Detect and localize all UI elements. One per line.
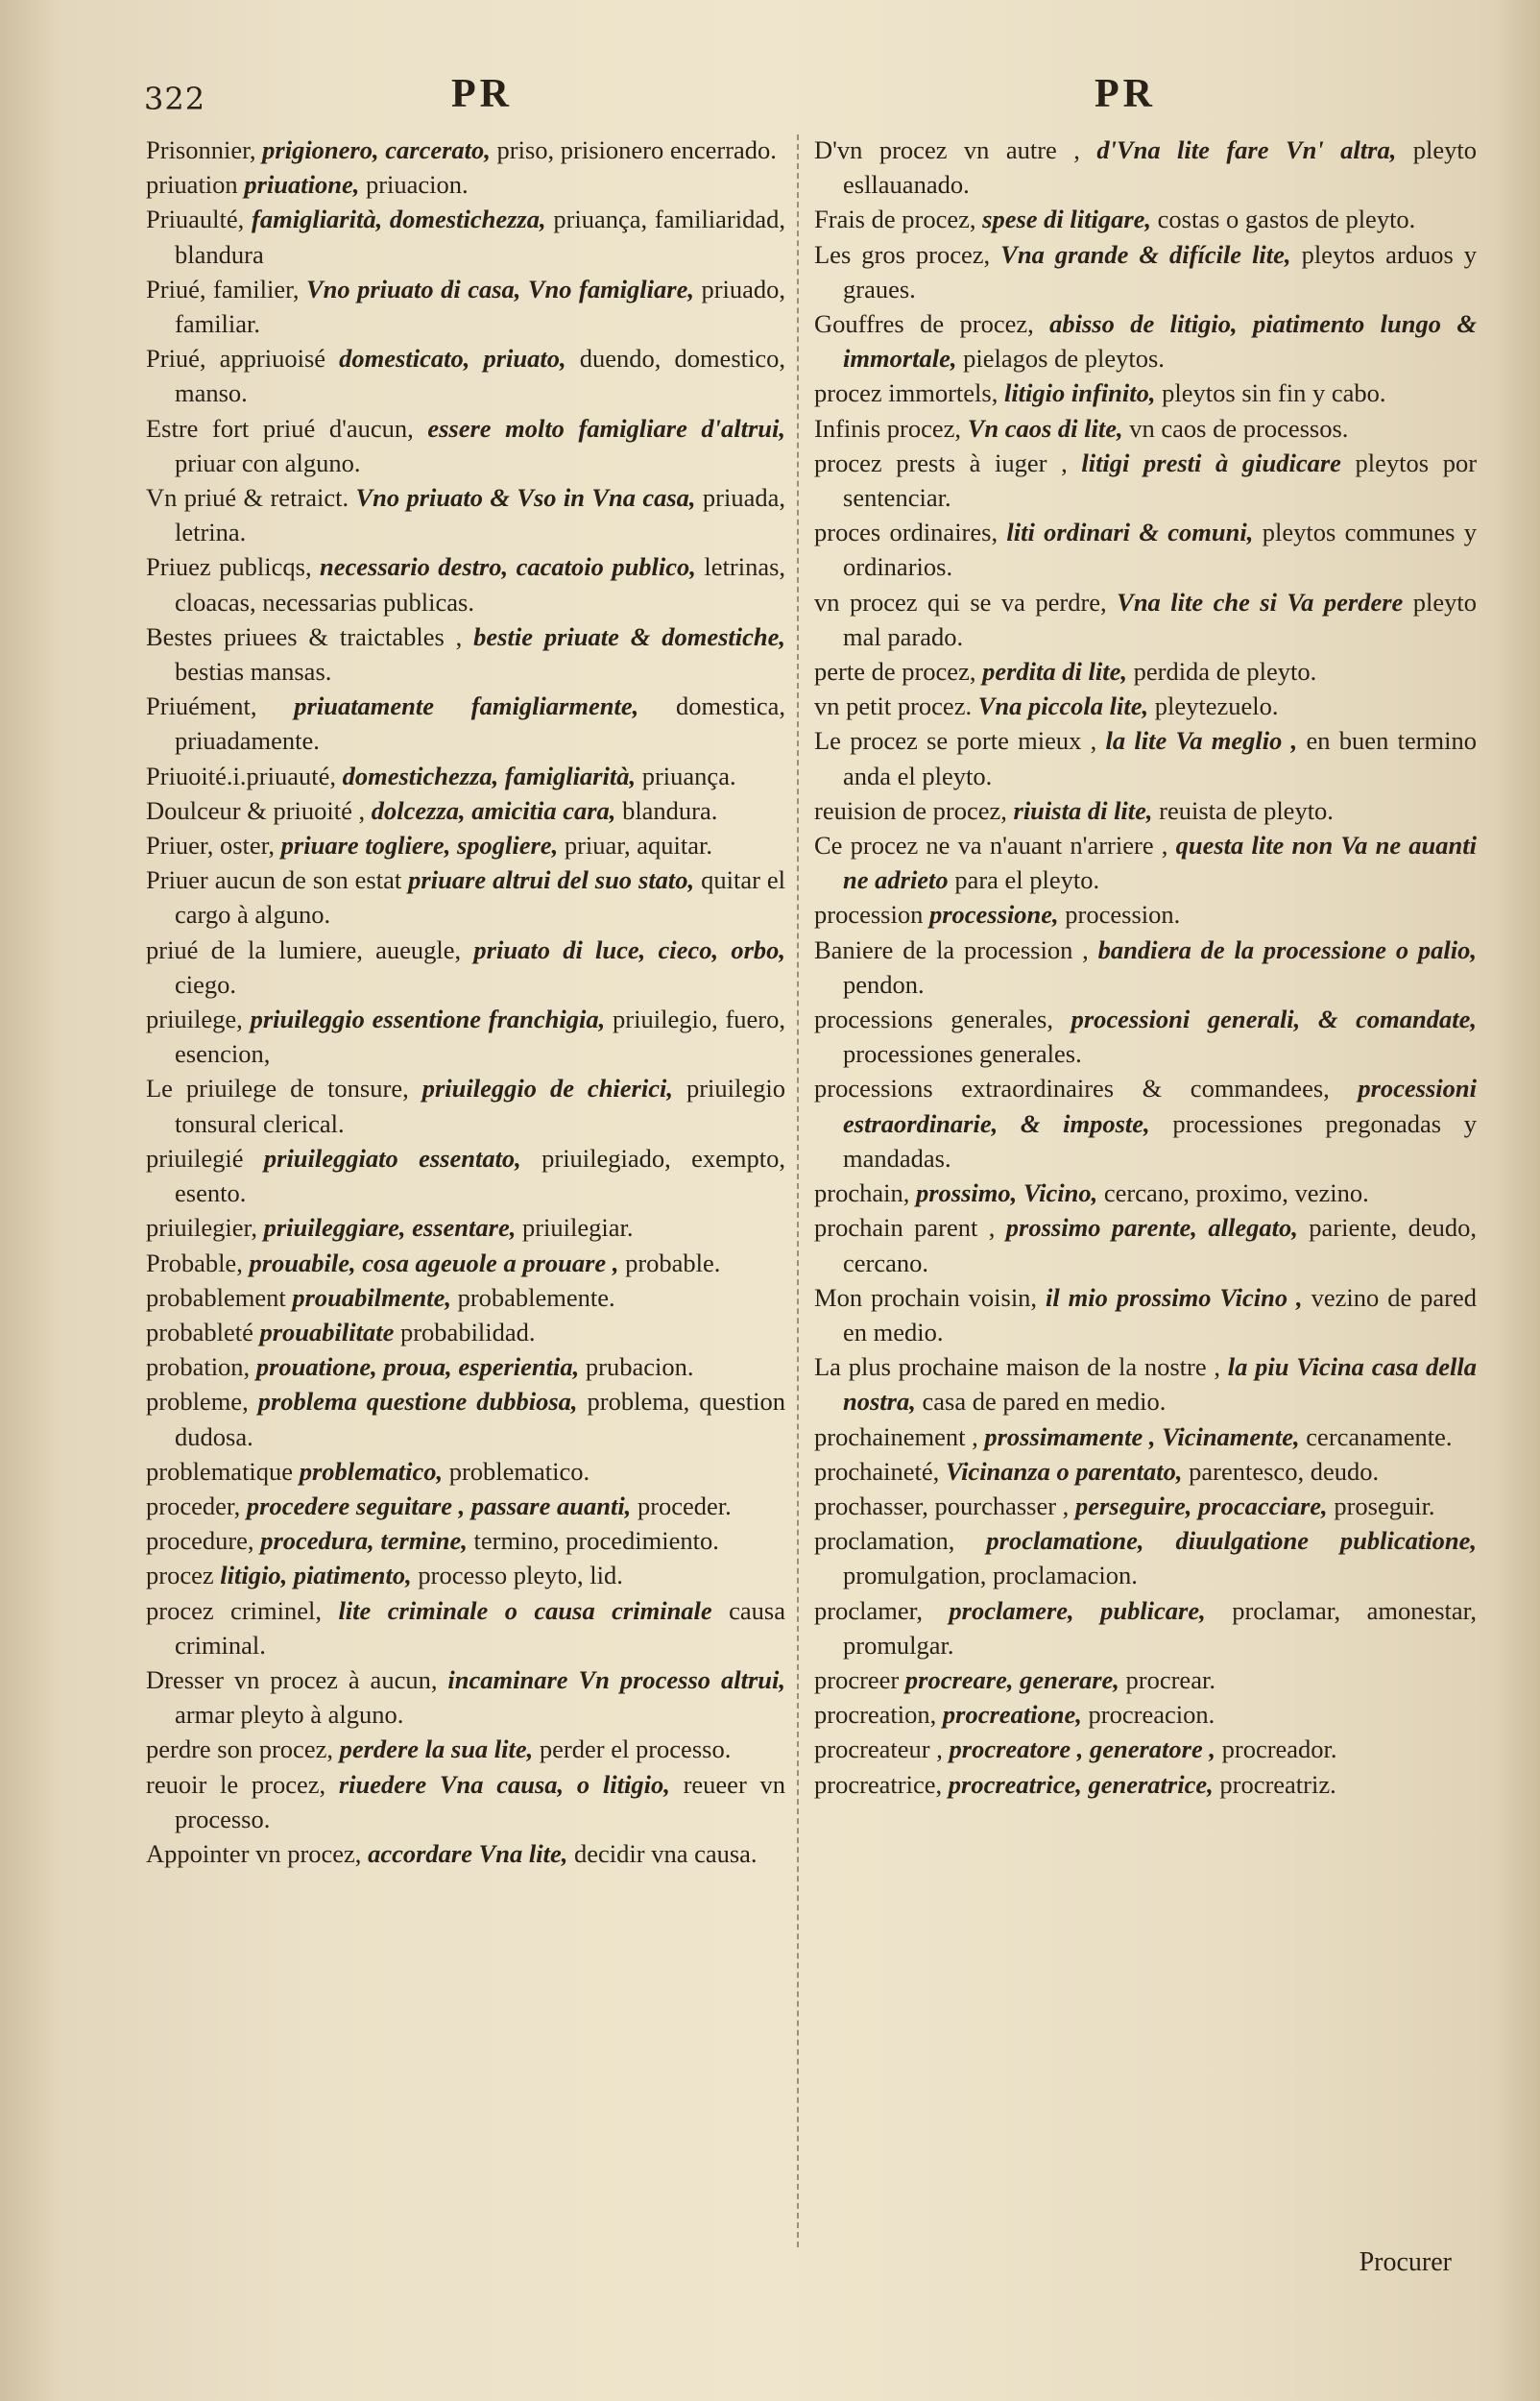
- spanish-translation: proseguir.: [1334, 1491, 1435, 1520]
- spanish-translation: problematico.: [448, 1456, 590, 1486]
- italian-translation: prossimamente , Vicinamente,: [984, 1421, 1300, 1451]
- french-headword: procez immortels,: [814, 378, 999, 408]
- italian-translation: priuatamente famigliarmente,: [294, 691, 639, 721]
- spanish-translation: priuilegio tonsural clerical.: [175, 1074, 786, 1138]
- italian-translation: lite criminale o causa criminale: [338, 1595, 712, 1625]
- dictionary-entry: [814, 1176, 1477, 1210]
- italian-translation: processioni estraordinarie, & imposte,: [843, 1074, 1477, 1138]
- italian-translation: priuato di luce, cieco, orbo,: [473, 934, 786, 964]
- dictionary-entry: [814, 202, 1477, 236]
- spanish-translation: processiones generales.: [843, 1039, 1082, 1069]
- french-headword: priuilege,: [146, 1005, 243, 1034]
- italian-translation: necessario destro, cacatoio publico,: [320, 552, 696, 582]
- spanish-translation: pielagos de pleytos.: [963, 344, 1165, 374]
- dictionary-entry: [146, 272, 785, 341]
- spanish-translation: quitar el cargo à alguno.: [175, 865, 786, 930]
- italian-translation: processione,: [928, 900, 1059, 930]
- dictionary-entry: [814, 828, 1477, 897]
- italian-translation: Vna lite che si Va perdere: [1117, 587, 1404, 617]
- italian-translation: prouatione, proua, esperientia,: [255, 1352, 580, 1382]
- italian-translation: abisso de litigio, piatimento lungo & immortale,: [843, 309, 1478, 374]
- french-headword: procedure,: [146, 1526, 254, 1556]
- french-headword: Vn priué & retraict.: [146, 483, 349, 513]
- italian-translation: dolcezza, amicitia cara,: [371, 795, 616, 825]
- spanish-translation: pleytos arduos y graues.: [843, 239, 1478, 303]
- dictionary-entry: [814, 446, 1477, 515]
- french-headword: Bestes priuees & traictables ,: [146, 621, 463, 651]
- italian-translation: incaminare Vn processo altrui,: [447, 1664, 785, 1694]
- italian-translation: d'Vna lite fare Vn' altra,: [1096, 135, 1397, 164]
- french-headword: Priuoité.i.priuauté,: [146, 761, 336, 790]
- dictionary-entry: [146, 1002, 785, 1071]
- italian-translation: procreatrice, generatrice,: [948, 1769, 1214, 1799]
- spanish-translation: prubacion.: [585, 1352, 694, 1382]
- spanish-translation: priuilegiado, exempto, esento.: [175, 1143, 785, 1208]
- spanish-translation: cercanamente.: [1306, 1421, 1453, 1451]
- column-divider: [797, 134, 799, 2247]
- spanish-translation: priuado, familiar.: [175, 274, 786, 339]
- spanish-translation: pleytos sin fin y cabo.: [1162, 378, 1386, 408]
- dictionary-entry: [814, 1349, 1477, 1419]
- french-headword: proclamer,: [814, 1595, 923, 1625]
- dictionary-entry: [146, 1315, 785, 1349]
- french-headword: Priuaulté,: [146, 205, 245, 234]
- dictionary-entry: [814, 1489, 1477, 1523]
- italian-translation: procreare, generare,: [904, 1664, 1119, 1694]
- dictionary-entry: [814, 1523, 1477, 1592]
- french-headword: procez criminel,: [146, 1595, 322, 1625]
- french-headword: Le priuilege de tonsure,: [146, 1074, 409, 1103]
- italian-translation: questa lite non Va ne auanti ne adrieto: [843, 831, 1478, 895]
- dictionary-entry: [146, 759, 785, 793]
- french-headword: Mon prochain voisin,: [814, 1282, 1038, 1312]
- spanish-translation: para el pleyto.: [954, 865, 1100, 895]
- spanish-translation: pleytos por sentenciar.: [843, 448, 1478, 513]
- italian-translation: riuedere Vna causa, o litigio,: [338, 1769, 670, 1799]
- catchword: Procurer: [1359, 2247, 1452, 2277]
- french-headword: Priuer aucun de son estat: [146, 865, 402, 895]
- french-headword: Ce procez ne va n'auant n'arriere ,: [814, 831, 1168, 861]
- spanish-translation: causa criminal.: [175, 1595, 785, 1660]
- dictionary-entry: [146, 619, 785, 689]
- french-headword: prochain parent ,: [814, 1213, 996, 1243]
- spanish-translation: probablemente.: [457, 1282, 615, 1312]
- spanish-translation: pendon.: [843, 969, 925, 999]
- italian-translation: procreatore , generatore ,: [949, 1734, 1215, 1764]
- spanish-translation: perder el processo.: [539, 1734, 732, 1764]
- dictionary-entry: [814, 1593, 1477, 1662]
- italian-translation: Vna grande & difícile lite,: [1000, 239, 1291, 269]
- french-headword: Probable,: [146, 1248, 243, 1277]
- italian-translation: perseguire, procacciare,: [1074, 1491, 1328, 1520]
- french-headword: probation,: [146, 1352, 251, 1382]
- spanish-translation: priuacion.: [365, 170, 469, 200]
- french-headword: processions extraordinaires & commandees,: [814, 1074, 1330, 1103]
- italian-translation: priuileggio de chierici,: [421, 1074, 673, 1103]
- spanish-translation: parentesco, deudo.: [1189, 1456, 1380, 1486]
- spanish-translation: reuista de pleyto.: [1159, 795, 1334, 825]
- spanish-translation: priuilegio, fuero, esencion,: [175, 1005, 786, 1069]
- spanish-translation: promulgation, proclamacion.: [843, 1561, 1138, 1590]
- spanish-translation: priuar, aquitar.: [564, 831, 713, 861]
- french-headword: Prisonnier,: [146, 135, 256, 164]
- dictionary-entry: [146, 689, 785, 758]
- spanish-translation: procreador.: [1221, 1734, 1337, 1764]
- dictionary-entry: [814, 1210, 1477, 1279]
- spanish-translation: perdida de pleyto.: [1133, 657, 1317, 687]
- french-headword: vn petit procez.: [814, 691, 973, 721]
- dictionary-entry: [814, 689, 1477, 723]
- french-headword: procreation,: [814, 1700, 937, 1730]
- spanish-translation: pleyto esllauanado.: [843, 135, 1478, 200]
- french-headword: procez prests à iuger ,: [814, 448, 1068, 477]
- dictionary-entry: [814, 306, 1477, 376]
- dictionary-entry: [146, 133, 785, 167]
- italian-translation: essere molto famigliare d'altrui,: [427, 413, 786, 443]
- dictionary-entry: [146, 1593, 785, 1662]
- french-headword: Priuément,: [146, 691, 257, 721]
- french-headword: perdre son procez,: [146, 1734, 333, 1764]
- dictionary-entry: [814, 723, 1477, 792]
- dictionary-entry: [814, 515, 1477, 584]
- spanish-translation: letrinas, cloacas, necessarias publicas.: [175, 552, 786, 617]
- french-headword: Priué, familier,: [146, 274, 300, 303]
- italian-translation: priuare togliere, spogliere,: [280, 831, 559, 861]
- italian-translation: prossimo, Vicino,: [915, 1178, 1098, 1208]
- dictionary-entry: [814, 793, 1477, 828]
- dictionary-entry: [814, 133, 1477, 202]
- french-headword: Doulceur & priuoité ,: [146, 795, 366, 825]
- italian-translation: il mio prossimo Vicino ,: [1046, 1282, 1303, 1312]
- spanish-translation: proclamar, amonestar, promulgar.: [843, 1595, 1478, 1660]
- spanish-translation: reueer vn processo.: [175, 1769, 785, 1833]
- french-headword: procreateur ,: [814, 1734, 943, 1764]
- italian-translation: litigio, piatimento,: [220, 1561, 412, 1590]
- spanish-translation: pariente, deudo, cercano.: [843, 1213, 1478, 1277]
- italian-translation: prouabilmente,: [292, 1282, 451, 1312]
- spanish-translation: proceder.: [637, 1491, 732, 1520]
- french-headword: D'vn procez vn autre ,: [814, 135, 1080, 164]
- spanish-translation: en buen termino anda el pleyto.: [843, 726, 1478, 790]
- french-headword: Dresser vn procez à aucun,: [146, 1664, 438, 1694]
- french-headword: procez: [146, 1561, 214, 1590]
- italian-translation: la lite Va meglio ,: [1105, 726, 1298, 756]
- dictionary-entry: [814, 376, 1477, 410]
- spanish-translation: probable.: [625, 1248, 721, 1277]
- dictionary-entry: [814, 411, 1477, 446]
- italian-translation: liti ordinari & comuni,: [1006, 518, 1254, 547]
- spanish-translation: pleytezuelo.: [1154, 691, 1279, 721]
- french-headword: procession: [814, 900, 924, 930]
- italian-translation: prigionero, carcerato,: [262, 135, 491, 164]
- dictionary-entry: [814, 933, 1477, 1002]
- french-headword: procreer: [814, 1664, 900, 1694]
- dictionary-entry: [814, 1662, 1477, 1697]
- italian-translation: proclamere, publicare,: [949, 1595, 1206, 1625]
- running-head-right: PR: [1095, 72, 1156, 116]
- dictionary-entry: [146, 1836, 785, 1871]
- dictionary-entry: [146, 1732, 785, 1766]
- italian-translation: domestichezza, famigliarità,: [342, 761, 637, 790]
- italian-translation: priuileggio essentione franchigia,: [250, 1005, 606, 1034]
- spanish-translation: priso, prisionero encerrado.: [496, 135, 777, 164]
- spanish-translation: domestica, priuadamente.: [175, 691, 785, 756]
- italian-translation: Vn caos di lite,: [967, 413, 1123, 443]
- italian-translation: priuileggiato essentato,: [263, 1143, 521, 1173]
- french-headword: Baniere de la procession ,: [814, 934, 1089, 964]
- dictionary-entry: [146, 1210, 785, 1245]
- running-head-left: PR: [451, 72, 513, 116]
- spanish-translation: casa de pared en medio.: [922, 1387, 1167, 1417]
- dictionary-entry: [814, 654, 1477, 689]
- italian-translation: famigliarità, domestichezza,: [252, 205, 546, 234]
- italian-translation: Vno priuato di casa, Vno famigliare,: [305, 274, 694, 303]
- spanish-translation: priuada, letrina.: [175, 483, 785, 547]
- italian-translation: bestie priuate & domestiche,: [473, 621, 786, 651]
- dictionary-entry: [146, 480, 785, 549]
- french-headword: Priuer, oster,: [146, 831, 276, 861]
- italian-translation: spese di litigare,: [982, 205, 1152, 234]
- right-column: [814, 133, 1477, 1802]
- dictionary-entry: [146, 341, 785, 410]
- italian-translation: perdere la sua lite,: [339, 1734, 534, 1764]
- french-headword: problematique: [146, 1456, 294, 1486]
- dictionary-entry: [146, 1489, 785, 1523]
- french-headword: probleme,: [146, 1387, 249, 1417]
- dictionary-entry: [814, 1454, 1477, 1489]
- dictionary-entry: [146, 933, 785, 1002]
- french-headword: prochainement ,: [814, 1421, 978, 1451]
- french-headword: prochasser, pourchasser ,: [814, 1491, 1070, 1520]
- french-headword: Le procez se porte mieux ,: [814, 726, 1097, 756]
- spanish-translation: problema, question dudosa.: [175, 1387, 785, 1451]
- dictionary-entry: [146, 1384, 785, 1453]
- french-headword: reuision de procez,: [814, 795, 1007, 825]
- italian-translation: litigi presti à giudicare: [1081, 448, 1341, 477]
- dictionary-entry: [814, 237, 1477, 306]
- spanish-translation: vn caos de processos.: [1129, 413, 1349, 443]
- dictionary-entry: [814, 1071, 1477, 1176]
- italian-translation: priuileggiare, essentare,: [263, 1213, 517, 1243]
- spanish-translation: duendo, domestico, manso.: [175, 344, 785, 408]
- spanish-translation: procreacion.: [1088, 1700, 1215, 1730]
- italian-translation: problematico,: [299, 1456, 444, 1486]
- french-headword: proclamation,: [814, 1526, 955, 1556]
- left-column: [146, 133, 785, 1871]
- dictionary-entry: [814, 1002, 1477, 1071]
- spanish-translation: costas o gastos de pleyto.: [1157, 205, 1416, 234]
- french-headword: reuoir le procez,: [146, 1769, 326, 1799]
- spanish-translation: procrear.: [1125, 1664, 1215, 1694]
- french-headword: perte de procez,: [814, 657, 976, 687]
- dictionary-entry: [146, 167, 785, 202]
- dictionary-entry: [146, 1767, 785, 1836]
- french-headword: procreatrice,: [814, 1769, 943, 1799]
- dictionary-entry: [814, 1767, 1477, 1802]
- italian-translation: priuatione,: [244, 170, 360, 200]
- dictionary-entry: [146, 1558, 785, 1592]
- italian-translation: prouabilitate: [259, 1317, 395, 1346]
- dictionary-entry: [146, 793, 785, 828]
- italian-translation: prouabile, cosa ageuole a prouare ,: [249, 1248, 619, 1277]
- french-headword: Les gros procez,: [814, 239, 991, 269]
- french-headword: priuilegier,: [146, 1213, 257, 1243]
- spanish-translation: processo pleyto, lid.: [418, 1561, 623, 1590]
- italian-translation: litigio infinito,: [1003, 378, 1156, 408]
- italian-translation: procreatione,: [942, 1700, 1082, 1730]
- dictionary-entry: [146, 1141, 785, 1210]
- dictionary-entry: [146, 1523, 785, 1558]
- italian-translation: procedura, termine,: [260, 1526, 468, 1556]
- italian-translation: Vicinanza o parentato,: [945, 1456, 1183, 1486]
- dictionary-entry: [814, 585, 1477, 654]
- french-headword: proces ordinaires,: [814, 518, 999, 547]
- dictionary-entry: [146, 1246, 785, 1280]
- dictionary-entry: [146, 411, 785, 480]
- spanish-translation: priuilegiar.: [521, 1213, 634, 1243]
- french-headword: La plus prochaine maison de la nostre ,: [814, 1352, 1220, 1382]
- italian-translation: la piu Vicina casa della nostra,: [843, 1352, 1478, 1417]
- italian-translation: procedere seguitare , passare auanti,: [246, 1491, 632, 1520]
- spanish-translation: procession.: [1065, 900, 1181, 930]
- french-headword: proceder,: [146, 1491, 241, 1520]
- dictionary-entry: [146, 549, 785, 618]
- spanish-translation: ciego.: [175, 969, 237, 999]
- italian-translation: priuare altrui del suo stato,: [408, 865, 695, 895]
- french-headword: Priuez publicqs,: [146, 552, 312, 582]
- italian-translation: perdita di lite,: [982, 657, 1127, 687]
- spanish-translation: priuança.: [641, 761, 736, 790]
- spanish-translation: termino, procedimiento.: [473, 1526, 719, 1556]
- spanish-translation: bestias mansas.: [175, 657, 332, 687]
- page-number: 322: [144, 81, 206, 117]
- dictionary-entry: [146, 862, 785, 932]
- french-headword: Priué, appriuoisé: [146, 344, 326, 374]
- dictionary-entry: [814, 1419, 1477, 1454]
- french-headword: prochaineté,: [814, 1456, 940, 1486]
- italian-translation: accordare Vna lite,: [368, 1838, 568, 1868]
- french-headword: processions generales,: [814, 1005, 1053, 1034]
- french-headword: Appointer vn procez,: [146, 1838, 362, 1868]
- spanish-translation: priuança, familiaridad, blandura: [175, 205, 786, 269]
- french-headword: Frais de procez,: [814, 205, 976, 234]
- french-headword: probablement: [146, 1282, 286, 1312]
- italian-translation: domesticato, priuato,: [339, 344, 566, 374]
- italian-translation: prossimo parente, allegato,: [1005, 1213, 1298, 1243]
- italian-translation: Vno priuato & Vso in Vna casa,: [355, 483, 696, 513]
- dictionary-entry: [146, 828, 785, 862]
- italian-translation: processioni generali, & comandate,: [1071, 1005, 1478, 1034]
- french-headword: Gouffres de procez,: [814, 309, 1034, 339]
- dictionary-entry: [814, 897, 1477, 932]
- french-headword: prochain,: [814, 1178, 910, 1208]
- dictionary-entry: [146, 1280, 785, 1315]
- french-headword: priué de la lumiere, aueugle,: [146, 934, 462, 964]
- spanish-translation: blandura.: [622, 795, 718, 825]
- dictionary-entry: [146, 1349, 785, 1384]
- spanish-translation: procreatriz.: [1219, 1769, 1336, 1799]
- dictionary-entry: [146, 202, 785, 271]
- spanish-translation: pleyto mal parado.: [843, 587, 1478, 651]
- french-headword: priuilegié: [146, 1143, 244, 1173]
- spanish-translation: decidir vna causa.: [574, 1838, 758, 1868]
- spanish-translation: vezino de pared en medio.: [843, 1282, 1477, 1346]
- italian-translation: bandiera de la processione o palio,: [1097, 934, 1477, 964]
- dictionary-entry: [814, 1732, 1477, 1766]
- dictionary-entry: [146, 1071, 785, 1140]
- spanish-translation: pleytos communes y ordinarios.: [843, 518, 1477, 582]
- dictionary-entry: [146, 1662, 785, 1732]
- french-headword: Infinis procez,: [814, 413, 962, 443]
- italian-translation: Vna piccola lite,: [977, 691, 1149, 721]
- french-headword: probableté: [146, 1317, 253, 1346]
- french-headword: priuation: [146, 170, 238, 200]
- french-headword: vn procez qui se va perdre,: [814, 587, 1107, 617]
- dictionary-entry: [814, 1697, 1477, 1732]
- italian-translation: problema questione dubbiosa,: [257, 1387, 578, 1417]
- spanish-translation: priuar con alguno.: [175, 448, 361, 477]
- spanish-translation: processiones pregonadas y mandadas.: [843, 1108, 1477, 1173]
- spanish-translation: probabilidad.: [399, 1317, 536, 1346]
- dictionary-entry: [146, 1454, 785, 1489]
- spanish-translation: cercano, proximo, vezino.: [1103, 1178, 1369, 1208]
- italian-translation: riuista di lite,: [1013, 795, 1153, 825]
- italian-translation: proclamatione, diuulgatione publicatione,: [986, 1526, 1477, 1556]
- french-headword: Estre fort priué d'aucun,: [146, 413, 414, 443]
- spanish-translation: armar pleyto à alguno.: [175, 1700, 404, 1730]
- dictionary-entry: [814, 1280, 1477, 1349]
